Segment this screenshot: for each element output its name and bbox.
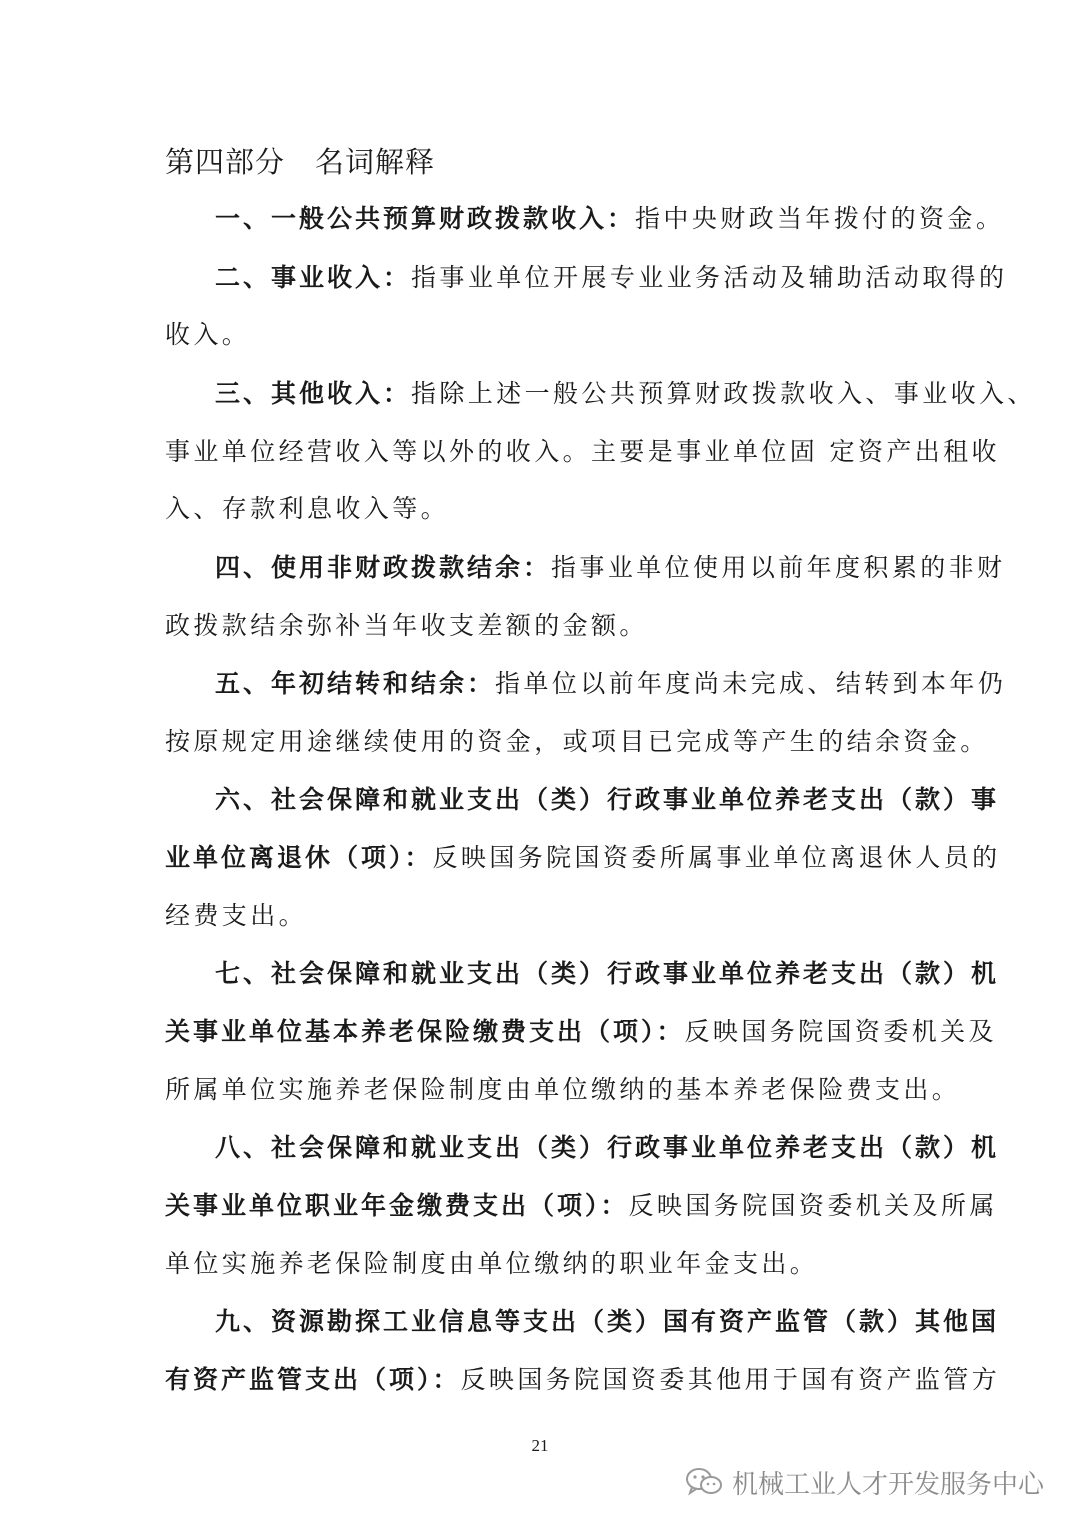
definition-text: 所属单位实施养老保险制度由单位缴纳的基本养老保险费支出。 <box>165 1075 961 1104</box>
term-label: 一、一般公共预算财政拨款收入： <box>215 204 636 233</box>
paragraph-line <box>215 551 1006 585</box>
paragraph-line <box>165 899 925 933</box>
term-label: 业单位离退休（项）： <box>165 843 433 872</box>
definition-text: 入、存款利息收入等。 <box>165 494 450 523</box>
term-label: 三、其他收入： <box>215 379 412 408</box>
definition-text: 指单位以前年度尚未完成、结转到本年仍 <box>495 669 1007 698</box>
paragraph-line <box>215 1131 1000 1165</box>
term-label: 五、年初结转和结余： <box>215 669 496 698</box>
watermark <box>684 1462 1044 1502</box>
paragraph-line <box>165 1247 925 1281</box>
paragraph-line <box>165 435 1000 469</box>
paragraph-line <box>165 1073 961 1107</box>
definition-text: 指除上述一般公共预算财政拨款收入、事业收入、 <box>411 379 1036 408</box>
definition-text: 按原规定用途继续使用的资金，或项目已完成等产生的结余资金。 <box>165 727 989 756</box>
term-label: 八、社会保障和就业支出（类）行政事业单位养老支出（款）机 <box>215 1133 1000 1162</box>
paragraph-line <box>215 957 1000 991</box>
definition-text: 指事业单位使用以前年度积累的非财 <box>551 553 1006 582</box>
section-title: 第四部分 名词解释 <box>165 145 436 179</box>
paragraph-line <box>165 318 925 352</box>
paragraph-line <box>215 667 1007 701</box>
definition-text: 指事业单位开展专业业务活动及辅助活动取得的 <box>411 263 1008 292</box>
paragraph-line <box>165 1015 997 1049</box>
watermark-text: 机械工业人才开发服务中心 <box>731 1469 1044 1500</box>
paragraph-line <box>215 377 1036 411</box>
definition-text: 反映国务院国资委机关及 <box>684 1017 997 1046</box>
term-label: 四、使用非财政拨款结余： <box>215 553 552 582</box>
definition-text: 事业单位经营收入等以外的收入。主要是事业单位固 定资产出租收 <box>165 437 1000 466</box>
definition-text: 单位实施养老保险制度由单位缴纳的职业年金支出。 <box>165 1249 819 1278</box>
term-label: 关事业单位职业年金缴费支出（项）： <box>165 1191 629 1220</box>
paragraph-line <box>165 1363 1001 1397</box>
wechat-icon <box>684 1466 724 1498</box>
term-label: 二、事业收入： <box>215 263 412 292</box>
definition-text: 经费支出。 <box>165 901 308 930</box>
paragraph-line <box>165 841 1001 875</box>
term-label: 关事业单位基本养老保险缴费支出（项）： <box>165 1017 685 1046</box>
term-label: 有资产监管支出（项）： <box>165 1365 461 1394</box>
term-label: 六、社会保障和就业支出（类）行政事业单位养老支出（款）事 <box>215 785 1000 814</box>
paragraph-line <box>165 725 989 759</box>
page-number: 21 <box>531 1436 549 1455</box>
definition-text: 反映国务院国资委机关及所属 <box>628 1191 998 1220</box>
term-label: 七、社会保障和就业支出（类）行政事业单位养老支出（款）机 <box>215 959 1000 988</box>
definition-text: 政拨款结余弥补当年收支差额的金额。 <box>165 611 648 640</box>
definition-text: 反映国务院国资委其他用于国有资产监管方 <box>460 1365 1001 1394</box>
definition-text: 反映国务院国资委所属事业单位离退休人员的 <box>432 843 1001 872</box>
paragraph-line <box>215 1305 1000 1339</box>
paragraph-line <box>165 609 925 643</box>
definition-text: 指中央财政当年拨付的资金。 <box>635 204 1005 233</box>
paragraph-line <box>165 1189 998 1223</box>
paragraph-line <box>165 492 925 526</box>
paragraph-line <box>215 261 1008 295</box>
definition-text: 收入。 <box>165 320 251 349</box>
paragraph-line <box>215 202 1005 236</box>
term-label: 九、资源勘探工业信息等支出（类）国有资产监管（款）其他国 <box>215 1307 1000 1336</box>
paragraph-line <box>215 783 1000 817</box>
